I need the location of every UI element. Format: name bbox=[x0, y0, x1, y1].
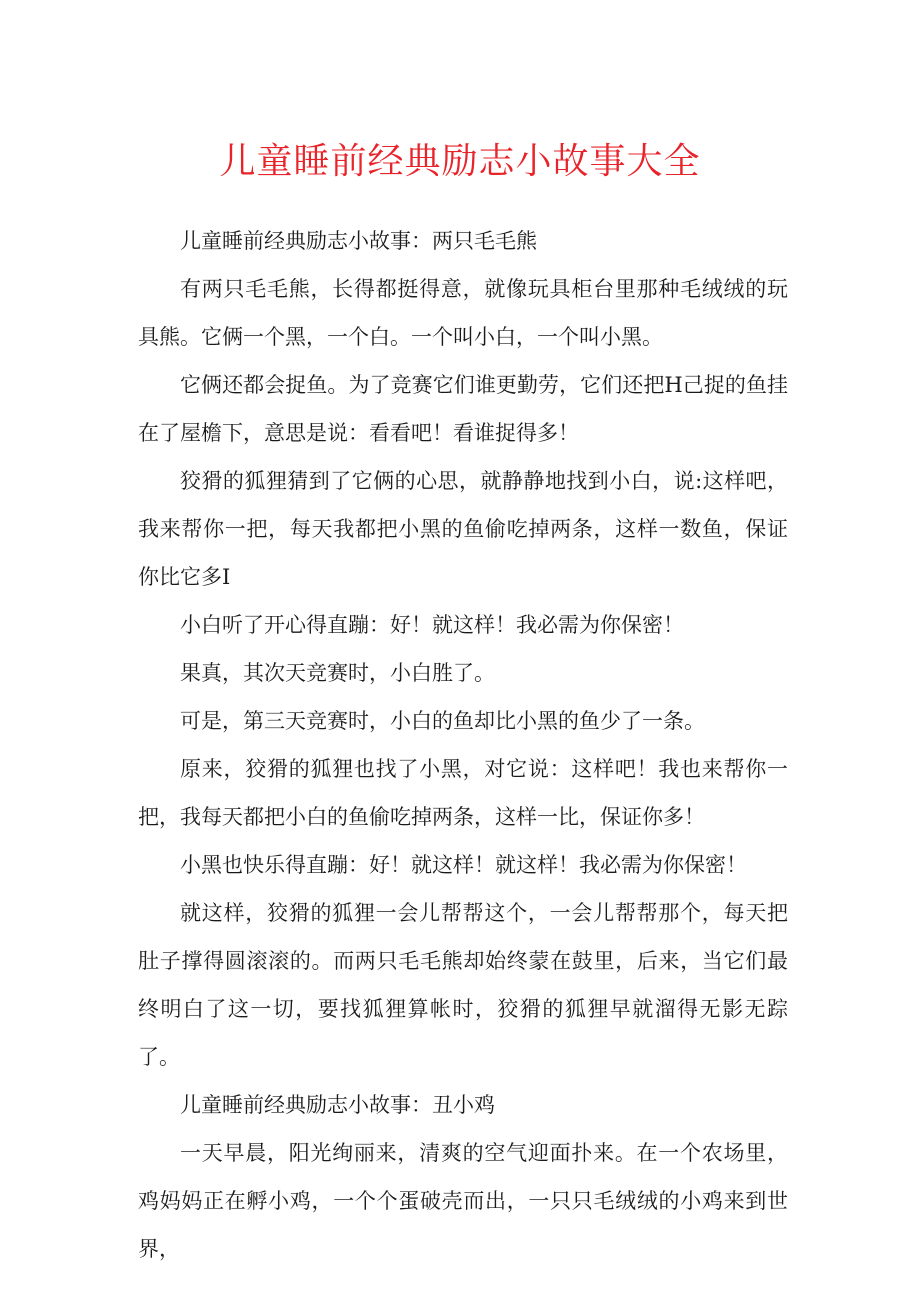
paragraph: 果真，其次天竞赛时，小白胜了。 bbox=[180, 661, 495, 685]
paragraph: 小白听了开心得直蹦：好！就这样！我必需为你保密！ bbox=[180, 613, 684, 637]
paragraph: 有两只毛毛熊，长得都挺得意，就像玩具柜台里那种毛绒绒的玩具熊。它俩一个黑，一个白。一个叫小白，一个叫小黑。 bbox=[138, 277, 788, 349]
section-heading: 儿童睡前经典励志小故事：两只毛毛熊 bbox=[180, 229, 537, 253]
section-heading: 儿童睡前经典励志小故事：丑小鸡 bbox=[180, 1093, 495, 1117]
document-title: 儿童睡前经典励志小故事大全 bbox=[219, 141, 701, 182]
document-body bbox=[138, 217, 788, 1273]
paragraph: 可是，第三天竞赛时，小白的鱼却比小黑的鱼少了一条。 bbox=[180, 709, 705, 733]
paragraph: 原来，狡猾的狐狸也找了小黑，对它说：这样吧！我也来帮你一把，我每天都把小白的鱼偷吃掉两条，这样一比，保证你多！ bbox=[138, 757, 788, 829]
paragraph: 一天早晨，阳光绚丽来，清爽的空气迎面扑来。在一个农场里，鸡妈妈正在孵小鸡，一个个蛋破壳而出，一只只毛绒绒的小鸡来到世界， bbox=[138, 1141, 788, 1261]
paragraph: 就这样，狡猾的狐狸一会儿帮帮这个，一会儿帮帮那个，每天把肚子撑得圆滚滚的。而两只毛毛熊却始终蒙在鼓里，后来，当它们最终明白了这一切，要找狐狸算帐时，狡猾的狐狸早就溜得无影无踪了。 bbox=[138, 901, 788, 1069]
paragraph: 它俩还都会捉鱼。为了竞赛它们谁更勤劳，它们还把H己捉的鱼挂在了屋檐下，意思是说：看看吧！看谁捉得多！ bbox=[138, 373, 788, 445]
paragraph: 狡猾的狐狸猜到了它俩的心思，就静静地找到小白，说:这样吧，我来帮你一把，每天我都把小黑的鱼偷吃掉两条，这样一数鱼，保证你比它多I bbox=[138, 469, 788, 589]
paragraph: 小黑也快乐得直蹦：好！就这样！就这样！我必需为你保密！ bbox=[180, 853, 747, 877]
